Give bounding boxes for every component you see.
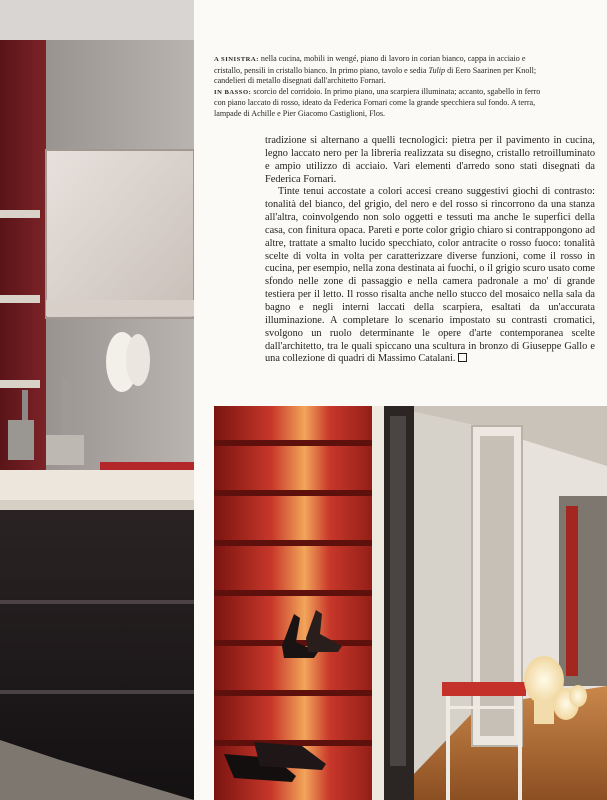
caption-label-left: A SINISTRA: — [214, 56, 259, 63]
paragraph-2: Tinte tenui accostate a colori accesi creano suggestivi giochi di contrasto: tonalità del bianco, del grigio, del nero e del rosso si rincorrono da una stanza all'altra, coinvolgendo non solo oggetti e tessuti ma anche le superfici della casa, con finitura opaca. Pareti e porte color grigio chiaro si contrappongono ad altre, trattate a smalto lucido specchiato, color antracite o rosso fuoco: tonalità scelte di volta in volta per caratterizzare diverse funzioni, come il rosso in cucina, per esempio, nella zona destinata ai fuochi, o il grigio scuro usato come sfondo nelle zone di passaggio e nella camera padronale a mo' di grande testiera per il letto. Il rosso risalta anche nello stucco del mosaico nella sala da bagno e negli interni laccati della scarpiera, esaltati da un'accurata illuminazione. A completare lo scenario impostato su contrasti cromatici, svolgono un ruolo determinante le opere d'arte contemporanea scelte dall'architetto, tra le quali spiccano una scultura in bronzo di Giuseppe Gallo e una collezione di quadri di Massimo Catalani. — [265, 186, 595, 365]
caption-text-bottom: scorcio del corridoio. In primo piano, una scarpiera illuminata; accanto, sgabello in ferro con piano laccato di rosso, ideato da Federica Fornari come la grande specchiera sul fondo. A terra, lampade di Achille e Pier Giacomo Castiglioni, Flos. — [214, 86, 541, 118]
caption-text-left: nella cucina, mobili in wengé, piano di lavoro in corian bianco, cappa in acciaio e cristallo, pensili in cristallo bianco. In primo piano, tavolo e sedia — [214, 54, 526, 75]
caption-text-left-2: di Eero Saarinen per Knoll; candelieri di metallo disegnati dall'architetto Fornari. — [214, 65, 537, 86]
photo-caption — [214, 54, 544, 120]
corridor-photo — [214, 406, 607, 800]
caption-tulip: Tulip — [428, 65, 446, 75]
article-body — [265, 135, 595, 366]
kitchen-photo — [0, 0, 194, 800]
end-mark-icon — [458, 353, 467, 362]
caption-label-bottom: IN BASSO: — [214, 88, 252, 96]
paragraph-1: tradizione si alternano a quelli tecnologici: pietra per il pavimento in cucina, legno laccato nero per la libreria realizzata su disegno, cristallo retroilluminato e ampio utilizzo di acciaio. Vari elementi d'arredo sono stati disegnati da Federica Fornari. — [265, 135, 595, 185]
